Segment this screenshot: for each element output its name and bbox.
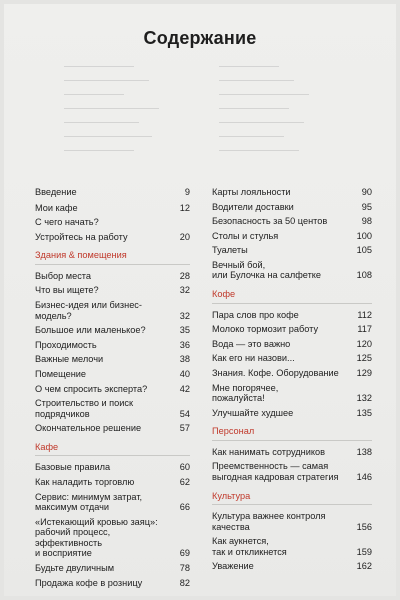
toc-entry[interactable]	[212, 245, 372, 256]
toc-section-heading	[35, 250, 190, 265]
toc-section-heading	[35, 442, 190, 457]
toc-page-number: 78	[179, 563, 190, 574]
toc-page-number: 156	[356, 521, 372, 532]
toc-entry-title-line: качества	[212, 521, 250, 532]
toc-entry-title-line: Мне погорячее,	[212, 382, 279, 393]
toc-page-number: 9	[184, 187, 190, 197]
toc-entry[interactable]	[35, 271, 190, 282]
toc-entry[interactable]	[35, 384, 190, 395]
toc-entry-title	[35, 369, 172, 380]
toc-entry-title	[35, 217, 172, 228]
toc-entry-title-line: Продажа кофе в розницу	[35, 577, 143, 588]
toc-page-number: 138	[356, 446, 372, 457]
toc-entry[interactable]	[35, 340, 190, 351]
toc-page-number: 66	[179, 502, 190, 513]
toc-entry[interactable]	[35, 285, 190, 296]
toc-entry-title	[212, 216, 354, 227]
toc-entry-title-line: Строительство и поиск	[35, 398, 134, 409]
toc-entry[interactable]	[212, 447, 372, 458]
toc-entry-title-line: Улучшайте худшее	[212, 407, 294, 418]
toc-entry-title-line: Сервис: минимум затрат,	[35, 491, 143, 502]
toc-page-number: 32	[179, 310, 190, 321]
toc-entry-title-line: Большое или маленькое?	[35, 325, 146, 336]
section-title: Кафе	[35, 441, 59, 452]
toc-entry-title-line: Проходимость	[35, 339, 97, 350]
toc-entry-title	[35, 232, 172, 243]
section-title: Культура	[212, 490, 251, 501]
toc-page-number: 90	[361, 187, 372, 197]
toc-entry[interactable]	[35, 187, 190, 198]
toc-entry-title	[212, 310, 354, 321]
toc-entry-title	[35, 285, 172, 296]
section-title: Персонал	[212, 426, 255, 437]
toc-entry-title-line: Уважение	[212, 561, 254, 572]
toc-page-number: 54	[179, 408, 190, 419]
toc-entry-title-line: Окончательное решение	[35, 423, 142, 434]
toc-entry-title	[35, 300, 172, 321]
toc-page-number: 108	[356, 270, 372, 281]
toc-section-heading	[212, 491, 372, 506]
toc-entry-title-line: или Булочка на салфетке	[212, 270, 322, 281]
toc-entry[interactable]	[212, 187, 372, 198]
toc-entry-title	[212, 202, 354, 213]
toc-page-number: 98	[361, 216, 372, 227]
toc-page-number: 57	[179, 423, 190, 434]
toc-entry-title-line: Что вы ищете?	[35, 285, 99, 296]
toc-page-number: 32	[179, 285, 190, 296]
toc-section-heading	[212, 289, 372, 304]
toc-entry-title	[35, 563, 172, 574]
toc-entry-title-line: О чем спросить эксперта?	[35, 383, 148, 394]
toc-entry[interactable]	[212, 339, 372, 350]
toc-page-number: 35	[179, 325, 190, 336]
toc-entry[interactable]	[212, 511, 372, 532]
toc-entry-title	[35, 340, 172, 351]
toc-entry-title	[35, 477, 172, 488]
toc-entry-title	[212, 511, 354, 532]
toc-page-number: 42	[179, 383, 190, 394]
toc-entry-title-line: Вечный бой,	[212, 259, 266, 270]
book-page	[4, 4, 396, 596]
toc-page-number: 120	[356, 338, 372, 349]
toc-entry-title-line: подрядчиков	[35, 408, 90, 419]
toc-entry-title	[35, 462, 172, 473]
toc-page-number: 69	[179, 548, 190, 559]
toc-entry-title-line: Мои кафе	[35, 202, 78, 213]
toc-page-number: 40	[179, 368, 190, 379]
toc-right-column	[212, 187, 372, 576]
toc-entry-title-line: Знания. Кофе. Оборудование	[212, 367, 339, 378]
toc-entry[interactable]	[212, 383, 372, 404]
toc-entry-title	[212, 408, 354, 419]
toc-page-number: 82	[179, 577, 190, 588]
section-title: Кофе	[212, 289, 236, 300]
toc-entry-title	[35, 517, 172, 559]
toc-entry[interactable]	[212, 353, 372, 364]
toc-entry-title-line: «Истекающий кровью заяц»:	[35, 516, 158, 527]
toc-entry-title-line: Карты лояльности	[212, 187, 291, 197]
toc-entry-title	[35, 384, 172, 395]
toc-entry[interactable]	[35, 563, 190, 574]
toc-entry-title	[35, 271, 172, 282]
toc-entry[interactable]	[35, 232, 190, 243]
toc-entry-title	[35, 398, 172, 419]
toc-entry-title-line: Помещение	[35, 368, 87, 379]
toc-entry-title-line: Выбор места	[35, 270, 91, 281]
toc-entry-title-line: С чего начать?	[35, 217, 99, 228]
toc-page-number: 112	[357, 309, 372, 320]
toc-entry[interactable]	[212, 408, 372, 419]
toc-page-number: 162	[356, 561, 372, 572]
toc-entry-title-line: Водители доставки	[212, 201, 294, 212]
toc-entry[interactable]	[35, 325, 190, 336]
toc-entry[interactable]	[35, 398, 190, 419]
toc-entry[interactable]	[212, 310, 372, 321]
toc-page-number: 135	[356, 407, 372, 418]
toc-entry-title-line: Бизнес-идея или бизнес-модель?	[35, 300, 142, 321]
toc-entry-title	[212, 461, 354, 482]
toc-page-number: 60	[179, 462, 190, 473]
toc-entry-title	[212, 231, 354, 242]
toc-entry-title	[35, 578, 172, 589]
toc-entry-title-line: Вода — это важно	[212, 338, 291, 349]
toc-entry[interactable]	[35, 578, 190, 589]
toc-entry[interactable]	[35, 492, 190, 513]
toc-entry-title	[212, 368, 354, 379]
toc-entry-title-line: Введение	[35, 187, 77, 197]
toc-entry[interactable]	[35, 369, 190, 380]
toc-entry-title-line: максимум отдачи	[35, 502, 110, 513]
toc-entry[interactable]	[212, 231, 372, 242]
toc-entry-title	[35, 203, 172, 214]
toc-page-number: 20	[179, 231, 190, 242]
toc-page-number: 159	[356, 546, 372, 557]
toc-entry[interactable]	[35, 217, 190, 228]
toc-entry-title-line: выгодная кадровая стратегия	[212, 471, 339, 482]
show-through-texture	[4, 58, 396, 178]
toc-entry[interactable]	[35, 477, 190, 488]
toc-entry-title-line: пожалуйста!	[212, 393, 265, 404]
toc-page-number: 95	[361, 201, 372, 212]
toc-entry-title-line: Как наладить торговлю	[35, 476, 135, 487]
toc-left-column	[35, 187, 190, 592]
toc-entry[interactable]	[212, 202, 372, 213]
toc-entry[interactable]	[212, 324, 372, 335]
toc-entry-title	[212, 353, 354, 364]
toc-entry-title	[212, 260, 354, 281]
toc-page-number: 117	[357, 324, 372, 335]
page-title: Содержание	[143, 28, 257, 48]
toc-entry-title	[35, 423, 172, 434]
toc-page-number: 132	[356, 393, 372, 404]
toc-entry-title-line: Будьте двуличным	[35, 563, 115, 574]
toc-entry-title	[35, 492, 172, 513]
toc-entry-title-line: Безопасность за 50 центов	[212, 216, 328, 227]
toc-entry[interactable]	[212, 461, 372, 482]
toc-entry[interactable]	[212, 260, 372, 281]
toc-page-number: 129	[356, 367, 372, 378]
toc-page-number: 125	[356, 353, 372, 364]
toc-entry-title	[35, 354, 172, 365]
section-title: Здания & помещения	[35, 250, 127, 261]
toc-entry-title	[35, 187, 172, 198]
toc-page-number: 146	[356, 471, 372, 482]
toc-entry-title-line: Туалеты	[212, 245, 248, 256]
toc-page-number: 105	[356, 245, 372, 256]
toc-entry-title-line: Пара слов про кофе	[212, 309, 299, 320]
toc-entry-title-line: Как его ни назови...	[212, 353, 295, 364]
toc-entry-title	[212, 245, 354, 256]
toc-section-heading	[212, 426, 372, 441]
toc-entry[interactable]	[212, 216, 372, 227]
toc-page-number: 38	[179, 354, 190, 365]
toc-page-number: 62	[179, 476, 190, 487]
toc-page-number: 12	[179, 202, 190, 213]
toc-entry[interactable]	[35, 517, 190, 559]
toc-entry-title-line: Важные мелочи	[35, 354, 104, 365]
toc-entry-title-line: Преемственность — самая	[212, 461, 329, 472]
toc-page-number: 36	[179, 339, 190, 350]
toc-entry-title	[212, 561, 354, 572]
toc-entry-title	[212, 536, 354, 557]
toc-entry[interactable]	[35, 203, 190, 214]
toc-entry[interactable]	[35, 462, 190, 473]
toc-entry-title-line: Как нанимать сотрудников	[212, 446, 325, 457]
toc-entry-title-line: Столы и стулья	[212, 230, 279, 241]
toc-entry-title-line: так и откликнется	[212, 546, 287, 557]
toc-entry-title	[212, 447, 354, 458]
toc-entry-title-line: Культура важнее контроля	[212, 511, 326, 522]
toc-entry-title-line: и восприятие	[35, 548, 92, 559]
toc-entry-title-line: рабочий процесс, эффективность	[35, 527, 111, 548]
toc-entry[interactable]	[35, 300, 190, 321]
toc-entry[interactable]	[212, 561, 372, 572]
toc-entry[interactable]	[35, 423, 190, 434]
toc-page-number: 100	[356, 230, 372, 241]
toc-entry-title	[35, 325, 172, 336]
toc-entry-title-line: Молоко тормозит работу	[212, 324, 319, 335]
toc-entry-title	[212, 324, 354, 335]
toc-entry-title	[212, 187, 354, 198]
toc-entry[interactable]	[35, 354, 190, 365]
toc-entry-title-line: Базовые правила	[35, 462, 111, 473]
toc-entry-title	[212, 383, 354, 404]
toc-entry-title-line: Устройтесь на работу	[35, 231, 128, 242]
toc-entry[interactable]	[212, 536, 372, 557]
toc-entry[interactable]	[212, 368, 372, 379]
toc-entry-title	[212, 339, 354, 350]
toc-entry-title-line: Как аукнется,	[212, 536, 269, 547]
toc-page-number: 28	[179, 270, 190, 281]
